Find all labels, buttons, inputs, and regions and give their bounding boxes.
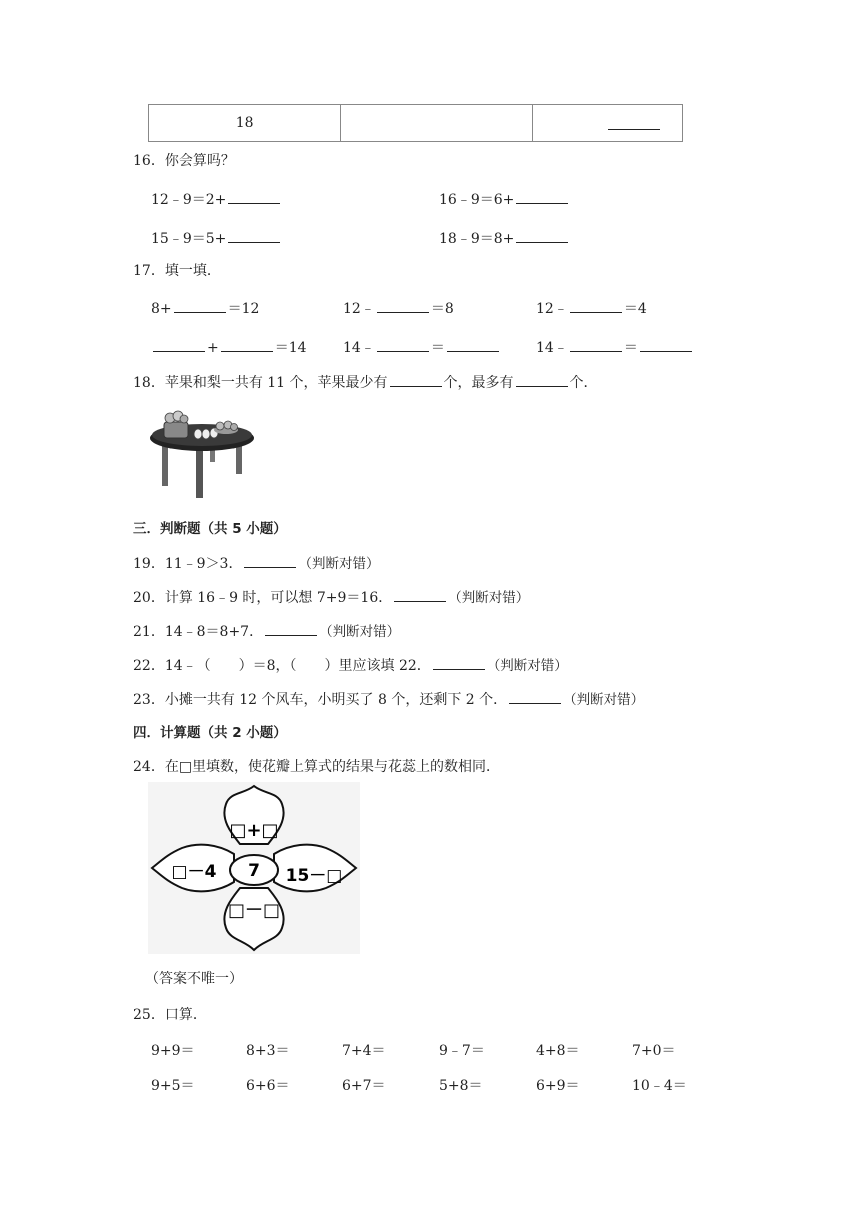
q25-title: 25．口算． bbox=[133, 1007, 207, 1023]
q18-text: 18．苹果和梨一共有 11 个，苹果最少有 个，最多有 个． bbox=[133, 375, 598, 391]
answer-blank[interactable] bbox=[516, 230, 568, 243]
answer-blank[interactable] bbox=[433, 657, 485, 670]
answer-blank[interactable] bbox=[221, 339, 273, 352]
q17-item: + ＝14 bbox=[151, 337, 307, 357]
q17-item: 14﹣ ＝ bbox=[343, 337, 501, 357]
q16-item: 16﹣9＝6+ bbox=[439, 189, 570, 209]
answer-blank[interactable] bbox=[509, 691, 561, 704]
answer-blank[interactable] bbox=[265, 623, 317, 636]
mental-math-item: 10﹣4＝ bbox=[632, 1078, 687, 1094]
q19-text: 19．11﹣9＞3． （判断对错） bbox=[133, 556, 380, 572]
answer-blank[interactable] bbox=[570, 300, 622, 313]
flower-diagram bbox=[148, 782, 360, 954]
mental-math-item: 7+0＝ bbox=[632, 1043, 676, 1059]
answer-blank[interactable] bbox=[516, 374, 568, 387]
answer-blank[interactable] bbox=[570, 339, 622, 352]
petal-top[interactable]: □+□ bbox=[229, 820, 279, 841]
q24-note: （答案不唯一） bbox=[145, 971, 243, 987]
answer-blank[interactable] bbox=[153, 339, 205, 352]
answer-blank[interactable] bbox=[377, 339, 429, 352]
q16-title: 16．你会算吗？ bbox=[133, 153, 235, 169]
q23-text: 23．小摊一共有 12 个风车，小明买了 8 个，还剩下 2 个． （判断对错） bbox=[133, 692, 645, 708]
mental-math-item: 5+8＝ bbox=[439, 1078, 483, 1094]
answer-blank[interactable] bbox=[244, 555, 296, 568]
answer-blank[interactable] bbox=[394, 589, 446, 602]
q22-text: 22．14﹣（ ）＝8，（ ）里应该填 22． （判断对错） bbox=[133, 658, 568, 674]
q17-title: 17．填一填． bbox=[133, 263, 221, 279]
answer-blank[interactable] bbox=[390, 374, 442, 387]
q21-text: 21．14﹣8＝8+7． （判断对错） bbox=[133, 624, 401, 640]
mental-math-item: 9+9＝ bbox=[151, 1043, 195, 1059]
q16-item: 18﹣9＝8+ bbox=[439, 228, 570, 248]
mental-math-item: 4+8＝ bbox=[536, 1043, 580, 1059]
answer-blank[interactable] bbox=[516, 191, 568, 204]
petal-right[interactable]: 15－□ bbox=[285, 866, 343, 886]
q17-item: 12﹣ ＝4 bbox=[536, 301, 647, 317]
q24-title: 24．在□里填数，使花瓣上算式的结果与花蕊上的数相同． bbox=[133, 759, 501, 775]
section-heading: 三．判断题（共 5 小题） bbox=[133, 521, 287, 537]
answer-blank[interactable] bbox=[447, 339, 499, 352]
mental-math-item: 9﹣7＝ bbox=[439, 1043, 485, 1059]
answer-blank[interactable] bbox=[640, 339, 692, 352]
table-cell bbox=[341, 105, 533, 142]
table-cell: 18 bbox=[149, 105, 341, 142]
q16-item: 12﹣9＝2+ bbox=[151, 189, 282, 209]
section-heading: 四．计算题（共 2 小题） bbox=[133, 725, 287, 741]
fruit-table-illustration bbox=[148, 400, 260, 502]
mental-math-item: 8+3＝ bbox=[246, 1043, 290, 1059]
flower-center: 7 bbox=[248, 861, 260, 881]
mental-math-item: 7+4＝ bbox=[342, 1043, 386, 1059]
table-cell-blank[interactable] bbox=[533, 105, 683, 142]
answer-blank[interactable] bbox=[377, 300, 429, 313]
mental-math-item: 6+7＝ bbox=[342, 1078, 386, 1094]
answer-table bbox=[148, 104, 683, 142]
mental-math-item: 6+9＝ bbox=[536, 1078, 580, 1094]
q17-item: 14﹣ ＝ bbox=[536, 337, 694, 357]
mental-math-item: 6+6＝ bbox=[246, 1078, 290, 1094]
answer-blank[interactable] bbox=[228, 230, 280, 243]
petal-left[interactable]: □－4 bbox=[171, 862, 217, 882]
mental-math-item: 9+5＝ bbox=[151, 1078, 195, 1094]
q20-text: 20．计算 16﹣9 时，可以想 7+9＝16． （判断对错） bbox=[133, 590, 530, 606]
q17-item: 8+ ＝12 bbox=[151, 301, 260, 317]
answer-blank[interactable] bbox=[228, 191, 280, 204]
q16-item: 15﹣9＝5+ bbox=[151, 228, 282, 248]
q17-item: 12﹣ ＝8 bbox=[343, 301, 454, 317]
petal-bottom[interactable]: □－□ bbox=[227, 900, 281, 921]
answer-blank[interactable] bbox=[174, 300, 226, 313]
